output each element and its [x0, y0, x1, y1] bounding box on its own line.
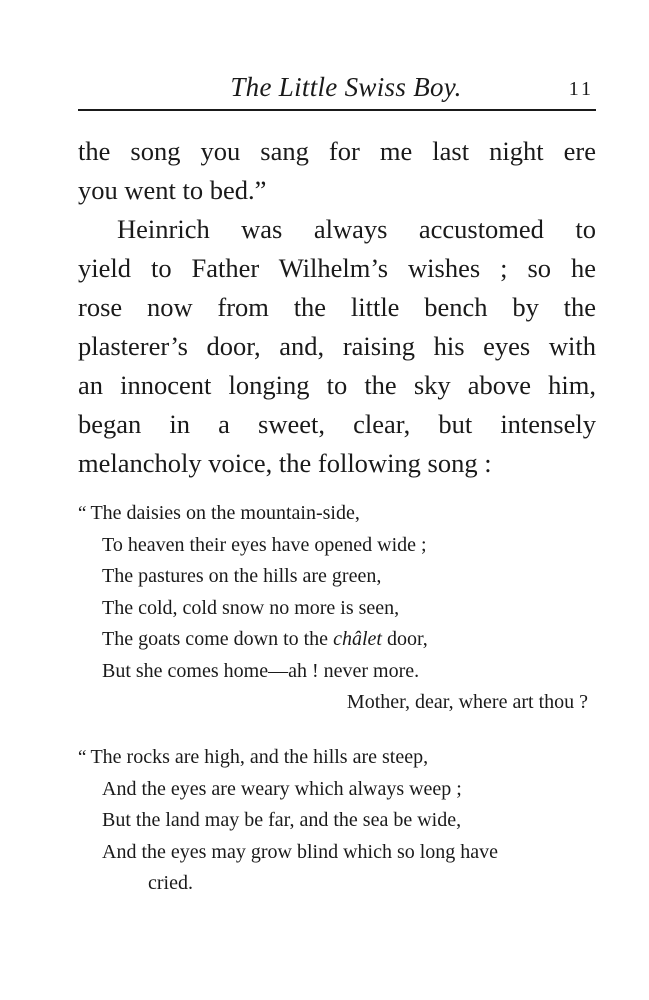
prose-line: rose now from the little bench by the [78, 292, 596, 322]
open-quote: “ [78, 747, 87, 768]
open-quote: “ [78, 503, 87, 524]
running-head [78, 72, 596, 112]
prose-line: the song you sang for me last night ere [78, 136, 596, 166]
verse-refrain: Mother, dear, where art thou ? [346, 691, 588, 713]
prose-line: Heinrich was always accustomed to [117, 214, 596, 244]
page-number: 11 [568, 78, 594, 100]
verse-line: But the land may be far, and the sea be wide, [102, 809, 462, 831]
prose-line: began in a sweet, clear, but intensely [78, 409, 596, 439]
verse-text: The goats come down to the [102, 628, 334, 650]
prose-line: melancholy voice, the following song : [78, 448, 492, 478]
verse-text: The rocks are high, and the hills are steep, [90, 746, 429, 768]
verse-text: The daisies on the mountain-side, [90, 502, 360, 524]
prose-line: plasterer’s door, and, raising his eyes with [78, 331, 596, 361]
verse-line [78, 498, 588, 530]
poem-stanza-1 [78, 498, 588, 719]
poem-stanza-2 [78, 742, 588, 900]
verse-line: And the eyes are weary which always weep ; [102, 777, 462, 800]
verse-line: To heaven their eyes have opened wide ; [102, 533, 427, 556]
verse-line: The pastures on the hills are green, [102, 565, 382, 587]
verse-line: cried. [148, 872, 193, 894]
prose-text [78, 132, 596, 483]
verse-line: And the eyes may grow blind which so long have [102, 840, 499, 863]
verse-line [78, 624, 588, 656]
prose-line: yield to Father Wilhelm’s wishes ; so he [78, 253, 596, 283]
prose-line: an innocent longing to the sky above him, [78, 370, 596, 400]
italic-word: châlet [333, 628, 382, 650]
verse-text: door, [381, 628, 428, 650]
prose-line: you went to bed.” [78, 175, 267, 205]
header-rule [78, 109, 596, 111]
verse-line [78, 742, 588, 774]
verse-line: But she comes home—ah ! never more. [102, 659, 420, 682]
running-title: The Little Swiss Boy. [230, 72, 462, 102]
verse-line: The cold, cold snow no more is seen, [102, 596, 400, 619]
